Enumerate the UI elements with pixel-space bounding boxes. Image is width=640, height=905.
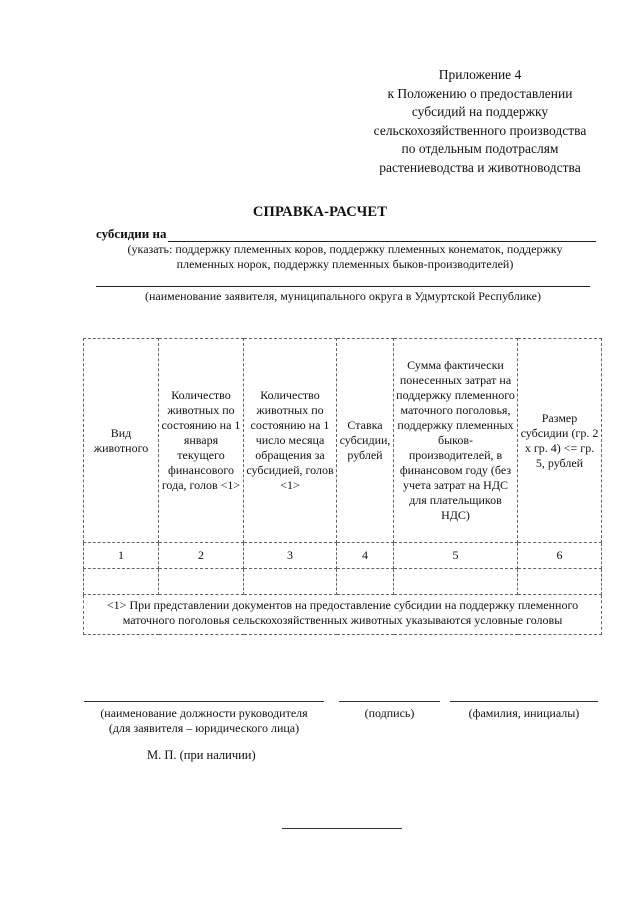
applicant-blank[interactable] <box>96 286 590 287</box>
signature-caption: (подпись) <box>364 706 415 720</box>
footnote-row <box>84 595 602 635</box>
subsidy-hint-line: племенных норок, поддержку племенных быков-производителей) <box>176 257 514 271</box>
subsidy-hint-line: (указать: поддержку племенных коров, поддержку племенных конематок, поддержку <box>127 242 563 256</box>
stamp-note: М. П. (при наличии) <box>147 748 256 762</box>
table-cell[interactable] <box>394 569 518 595</box>
header-actual-costs: Сумма фактически понесенных затрат на поддержку племенного маточного поголовья, поддержку племенных быков-производителей, в финансовом году (без учета затрат на НДС для плательщиков НДС) <box>394 339 518 543</box>
appendix-line: к Положению о предоставлении <box>387 85 573 101</box>
table-row <box>84 569 602 595</box>
table-cell[interactable] <box>84 569 159 595</box>
table-header-row <box>84 339 602 543</box>
column-number: 6 <box>518 543 602 569</box>
position-caption-line: (наименование должности руководителя <box>100 706 308 720</box>
column-number: 4 <box>337 543 394 569</box>
applicant-caption: (наименование заявителя, муниципального округа в Удмуртской Республике) <box>144 289 541 303</box>
document-title: СПРАВКА-РАСЧЕТ <box>252 204 388 220</box>
header-rate: Ставка субсидии, рублей <box>337 339 394 543</box>
appendix-line: Приложение 4 <box>438 67 522 82</box>
appendix-line: сельскохозяйственного производства <box>373 122 587 138</box>
column-number: 2 <box>159 543 244 569</box>
signature-blank[interactable] <box>339 701 440 702</box>
appendix-line: по отдельным подотраслям <box>401 141 559 156</box>
column-number: 3 <box>244 543 337 569</box>
header-count-jan: Количество животных по состоянию на 1 января текущего финансового года, голов <1> <box>159 339 244 543</box>
table-cell[interactable] <box>244 569 337 595</box>
table-cell[interactable] <box>337 569 394 595</box>
column-number-row <box>84 543 602 569</box>
footnote: <1> При представлении документов на предоставление субсидии на поддержку племенного маточного поголовья сельскохозяйственных животных указываются условные головы <box>84 595 602 635</box>
subsidy-purpose-blank[interactable] <box>168 229 596 242</box>
appendix-header <box>330 66 630 177</box>
subsidy-hint <box>90 242 600 272</box>
column-number: 1 <box>84 543 159 569</box>
position-caption <box>84 706 324 736</box>
table-cell[interactable] <box>518 569 602 595</box>
position-caption-line: (для заявителя – юридического лица) <box>108 721 300 735</box>
table-cell[interactable] <box>159 569 244 595</box>
header-animal-type: Вид животного <box>84 339 159 543</box>
header-count-month: Количество животных по состоянию на 1 число месяца обращения за субсидией, голов <1> <box>244 339 337 543</box>
position-blank[interactable] <box>84 701 324 702</box>
calculation-table <box>83 338 602 635</box>
bottom-divider <box>282 828 402 829</box>
column-number: 5 <box>394 543 518 569</box>
name-caption: (фамилия, инициалы) <box>468 706 580 720</box>
header-subsidy-size: Размер субсидии (гр. 2 x гр. 4) <= гр. 5, рублей <box>518 339 602 543</box>
name-blank[interactable] <box>450 701 598 702</box>
appendix-line: субсидий на поддержку <box>411 104 549 119</box>
appendix-line: растениеводства и животноводства <box>379 159 581 175</box>
subsidy-label: субсидии на <box>96 226 167 241</box>
subsidy-purpose-field <box>96 226 596 242</box>
